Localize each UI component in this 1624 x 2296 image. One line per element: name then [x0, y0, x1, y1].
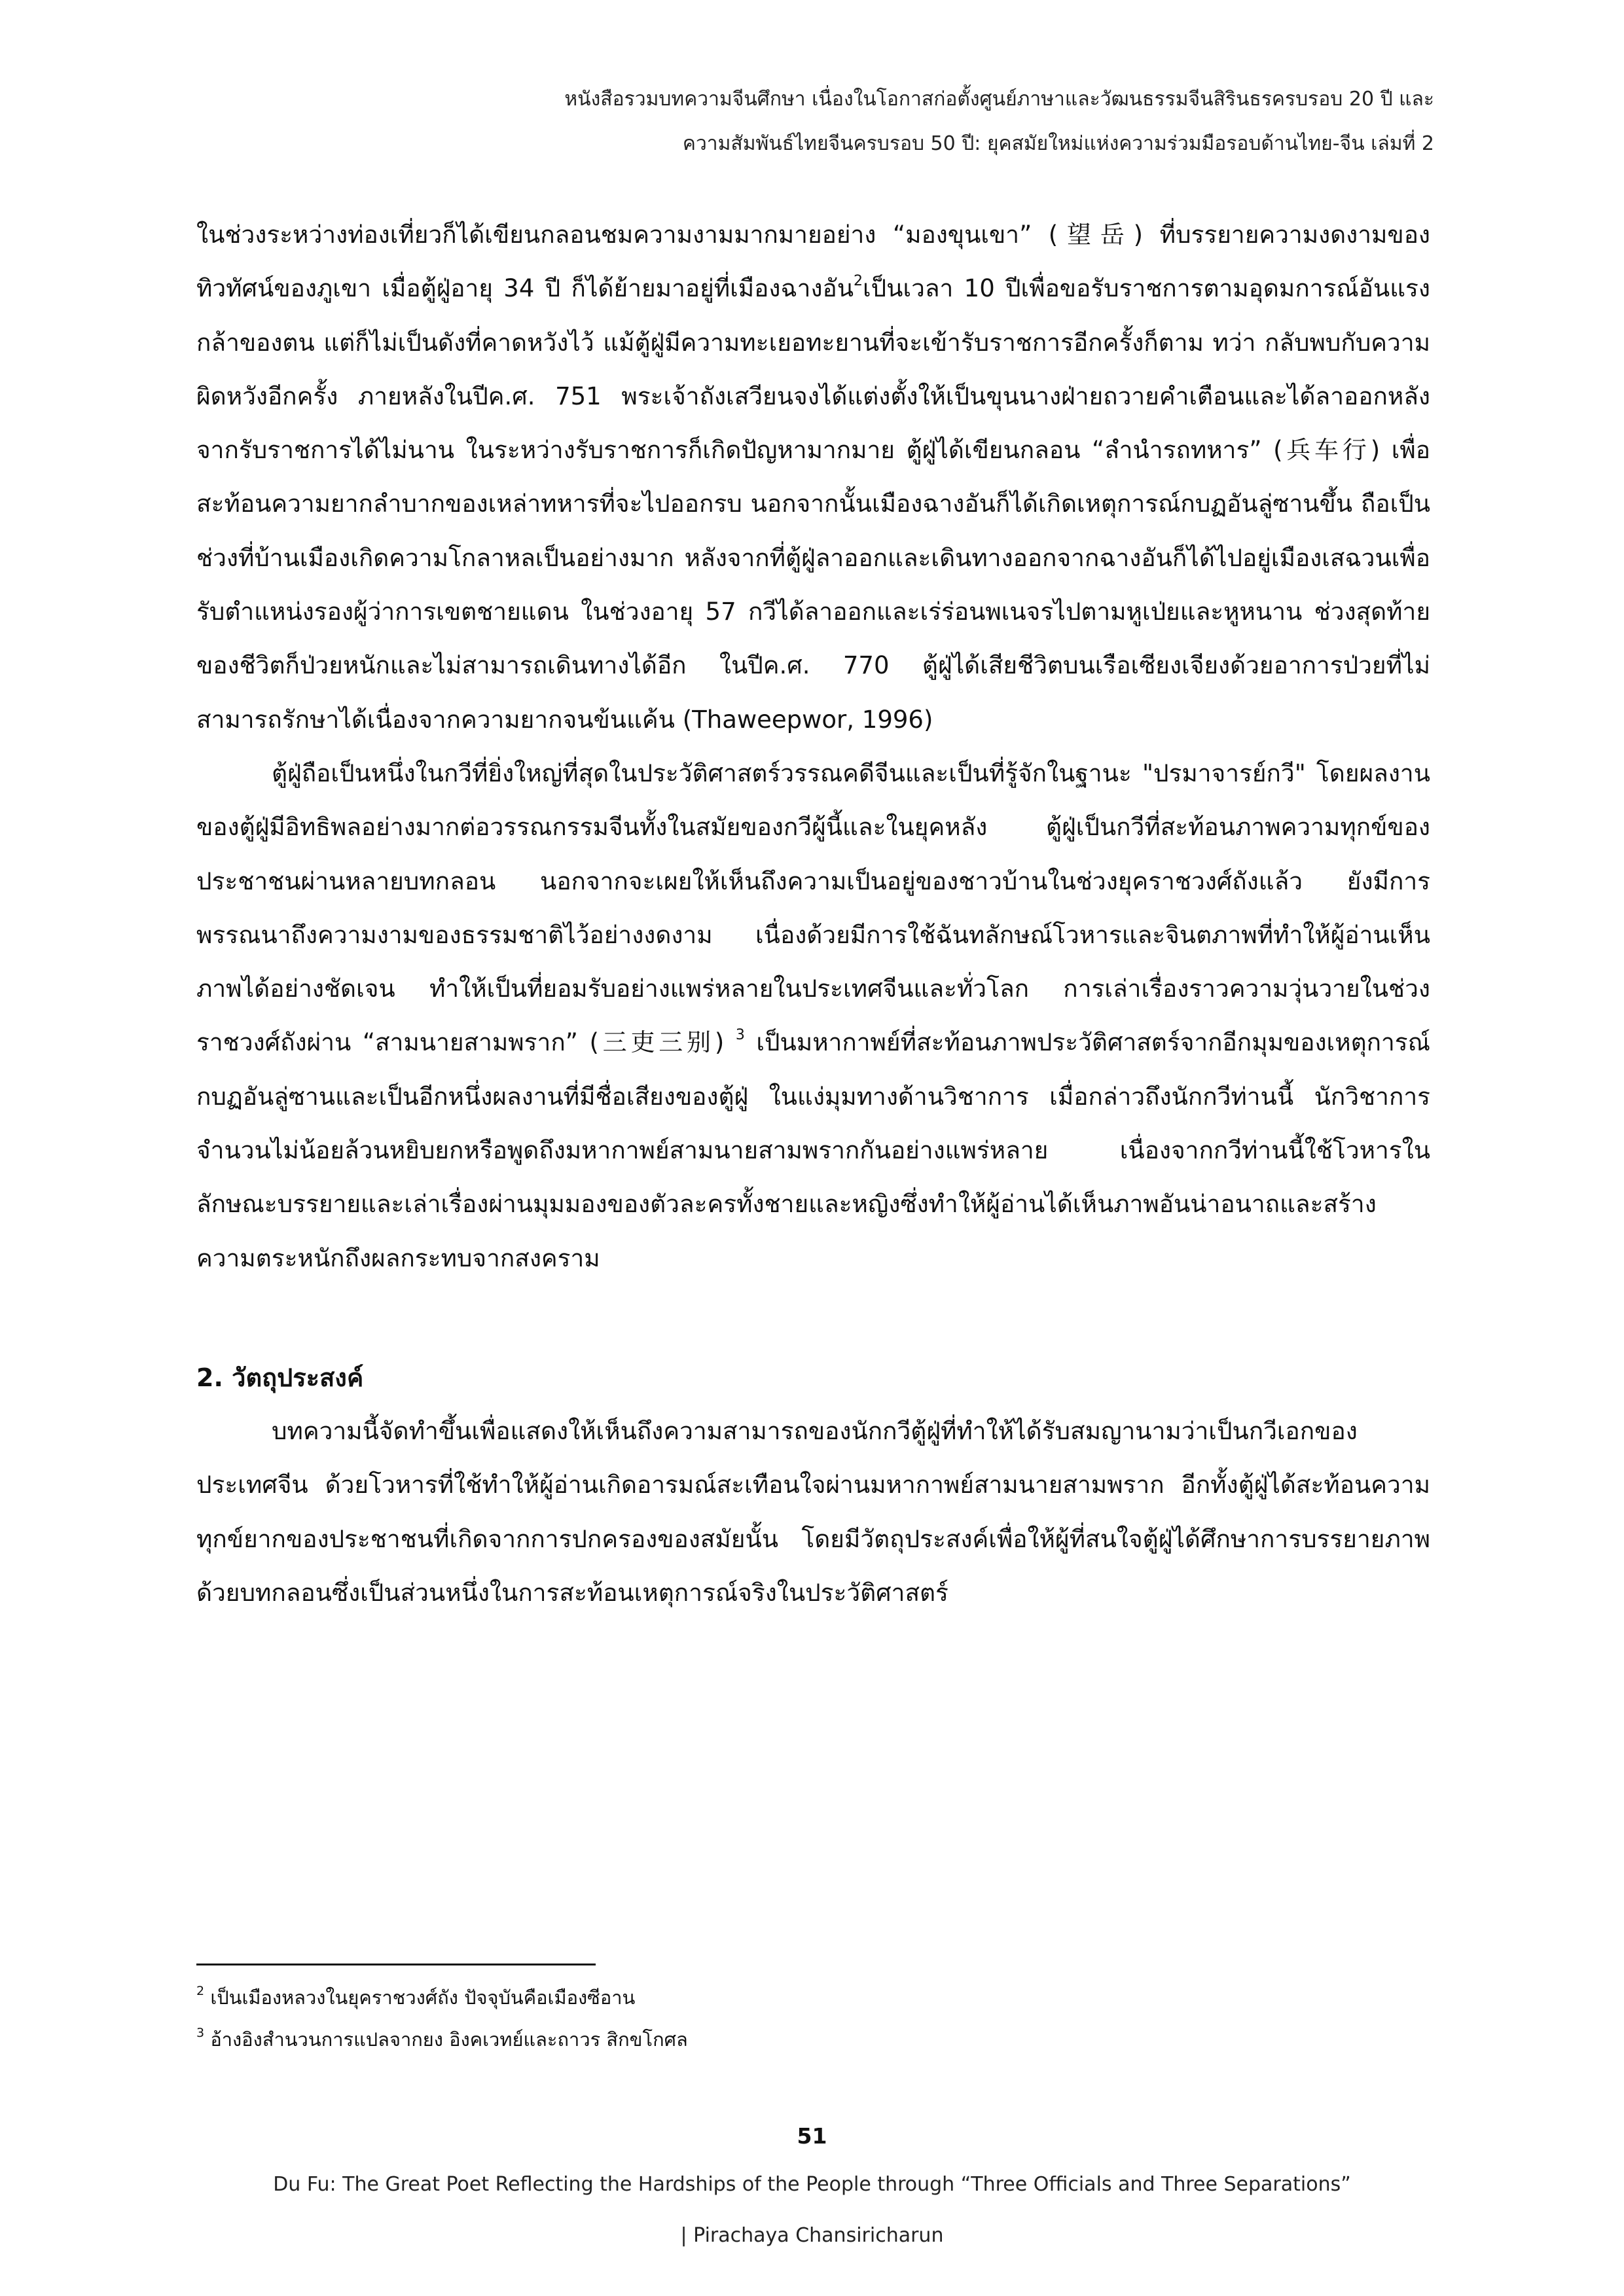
paragraph-3: บทความนี้จัดทำขึ้นเพื่อแสดงให้เห็นถึงความสามารถของนักกวีตู้ฝู่ที่ทำให้ได้รับสมญานามว่าเป็นกวีเอกของประเทศจีน ด้วยโวหารที่ใช้ทำให้ผู้อ่านเกิดอารมณ์สะเทือนใจผ่านมหากาพย์สามนายสามพราก อีกทั้งตู้ฝู่ได้สะท้อนความทุกข์ยากของประชาชนที่เกิดจากการปกครองของสมัยนั้น โดยมีวัตถุประสงค์เพื่อให้ผู้ที่สนใจตู้ฝู่ได้ศึกษาการบรรยายภาพด้วยบทกลอนซึ่งเป็นส่วนหนึ่งในการสะท้อนเหตุการณ์จริงในประวัติศาสตร์ — [196, 1416, 1430, 1607]
section-heading: 2. วัตถุประสงค์ — [196, 1363, 364, 1392]
footnote-divider — [196, 1964, 596, 1965]
running-header-line-1: หนังสือรวมบทความจีนศึกษา เนื่องในโอกาสก่อตั้งศูนย์ภาษาและวัฒนธรรมจีนสิรินธรครบรอบ 20 ปี และ — [564, 88, 1434, 111]
footer-author: | Pirachaya Chansiricharun — [680, 2224, 944, 2247]
paragraph-1 — [196, 208, 1430, 747]
paragraph-2-part-b: เป็นมหากาพย์ที่สะท้อนภาพประวัติศาสตร์จากอีกมุมของเหตุการณ์กบฏอันลู่ซานและเป็นอีกหนึ่งผลงานที่มีชื่อเสียงของตู้ฝู่ ในแง่มุมทางด้านวิชาการ เมื่อกล่าวถึงนักกวีท่านนี้ นักวิชาการจำนวนไม่น้อยล้วนหยิบยกหรือพูดถึงมหากาพย์สามนายสามพรากกันอย่างแพร่หลาย เนื่องจากกวีท่านนี้ใช้โวหารในลักษณะบรรยายและเล่าเรื่องผ่านมุมมองของตัวละครทั้งชายและหญิงซึ่งทำให้ผู้อ่านได้เห็นภาพอันน่าอนาถและสร้างความตระหนักถึงผลกระทบจากสงคราม — [196, 1028, 1430, 1272]
paragraph-2 — [196, 747, 1430, 1285]
footnote-number: 3 — [196, 2026, 205, 2041]
paragraph-1-part-b: เป็นเวลา 10 ปีเพื่อขอรับราชการตามอุดมการณ์อันแรงกล้าของตน แต่ก็ไม่เป็นดังที่คาดหวังไว้ แม้ตู้ฝู่มีความทะเยอทะยานที่จะเข้ารับราชการอีกครั้งก็ตาม ทว่า กลับพบกับความผิดหวังอีกครั้ง ภายหลังในปีค.ศ. 751 พระเจ้าถังเสวียนจงได้แต่งตั้งให้เป็นขุนนางฝ่ายถวายคำเตือนและได้ลาออกหลังจากรับราชการได้ไม่นาน ในระหว่างรับราชการก็เกิดปัญหามากมาย ตู้ฝู่ได้เขียนกลอน “ลำนำรถทหาร” (兵车行) เพื่อสะท้อนความยากลำบากของเหล่าทหารที่จะไปออกรบ นอกจากนั้นเมืองฉางอันก็ได้เกิดเหตุการณ์กบฏอันลู่ซานขึ้น ถือเป็นช่วงที่บ้านเมืองเกิดความโกลาหลเป็นอย่างมาก หลังจากที่ตู้ฝู่ลาออกและเดินทางออกจากฉางอันก็ได้ไปอยู่เมืองเสฉวนเพื่อรับตำแหน่งรองผู้ว่าการเขตชายแดน ในช่วงอายุ 57 กวีได้ลาออกและเร่ร่อนพเนจรไปตามหูเป่ยและหูหนาน ช่วงสุดท้ายของชีวิตก็ป่วยหนักและไม่สามารถเดินทางได้อีก ในปีค.ศ. 770 ตู้ฝู่ได้เสียชีวิตบนเรือเซียงเจียงด้วยอาการป่วยที่ไม่สามารถรักษาได้เนื่องจากความยากจนข้นแค้น (Thaweepwor, 1996) — [196, 274, 1430, 734]
footnote-ref-2[interactable]: 2 — [854, 272, 863, 289]
running-header-line-2: ความสัมพันธ์ไทยจีนครบรอบ 50 ปี: ยุคสมัยใหม่แห่งความร่วมมือรอบด้านไทย-จีน เล่มที่ 2 — [682, 132, 1434, 155]
footer-title: Du Fu: The Great Poet Reflecting the Hardships of the People through “Three Officials and Three Separations” — [273, 2173, 1351, 2196]
paragraph-1-part-a: ในช่วงระหว่างท่องเที่ยวก็ได้เขียนกลอนชมความงามมากมายอย่าง “มองขุนเขา” (望岳) ที่บรรยายความงดงามของทิวทัศน์ของภูเขา เมื่อตู้ฝู่อายุ 34 ปี ก็ได้ย้ายมาอยู่ที่เมืองฉางอัน — [196, 221, 1430, 303]
article-body — [196, 208, 1430, 1620]
footnote-number: 2 — [196, 1984, 205, 1999]
footnote-text: เป็นเมืองหลวงในยุคราชวงศ์ถัง ปัจจุบันคือเมืองซีอาน — [210, 1986, 636, 2009]
footnote-ref-3[interactable]: 3 — [735, 1027, 745, 1044]
page-number: 51 — [797, 2123, 827, 2149]
paragraph-2-part-a: ตู้ฝู่ถือเป็นหนึ่งในกวีที่ยิ่งใหญ่ที่สุดในประวัติศาสตร์วรรณคดีจีนและเป็นที่รู้จักในฐานะ "ปรมาจารย์กวี" โดยผลงานของตู้ฝู่มีอิทธิพลอย่างมากต่อวรรณกรรมจีนทั้งในสมัยของกวีผู้นี้และในยุคหลัง ตู้ฝู่เป็นกวีที่สะท้อนภาพความทุกข์ของประชาชนผ่านหลายบทกลอน นอกจากจะเผยให้เห็นถึงความเป็นอยู่ของชาวบ้านในช่วงยุคราชวงศ์ถังแล้ว ยังมีการพรรณนาถึงความงามของธรรมชาติไว้อย่างงดงาม เนื่องด้วยมีการใช้ฉันทลักษณ์โวหารและจินตภาพที่ทำให้ผู้อ่านเห็นภาพได้อย่างชัดเจน ทำให้เป็นที่ยอมรับอย่างแพร่หลายในประเทศจีนและทั่วโลก การเล่าเรื่องราวความวุ่นวายในช่วงราชวงศ์ถังผ่าน “สามนายสามพราก” (三吏三别) — [196, 759, 1430, 1057]
footnotes — [196, 1977, 1427, 2060]
footnote-2 — [196, 1977, 1427, 2018]
section-gap — [196, 1285, 1430, 1351]
footnote-3 — [196, 2018, 1427, 2060]
footnote-text: อ้างอิงสำนวนการแปลจากยง อิงคเวทย์และถาวร สิกขโกศล — [210, 2028, 688, 2051]
